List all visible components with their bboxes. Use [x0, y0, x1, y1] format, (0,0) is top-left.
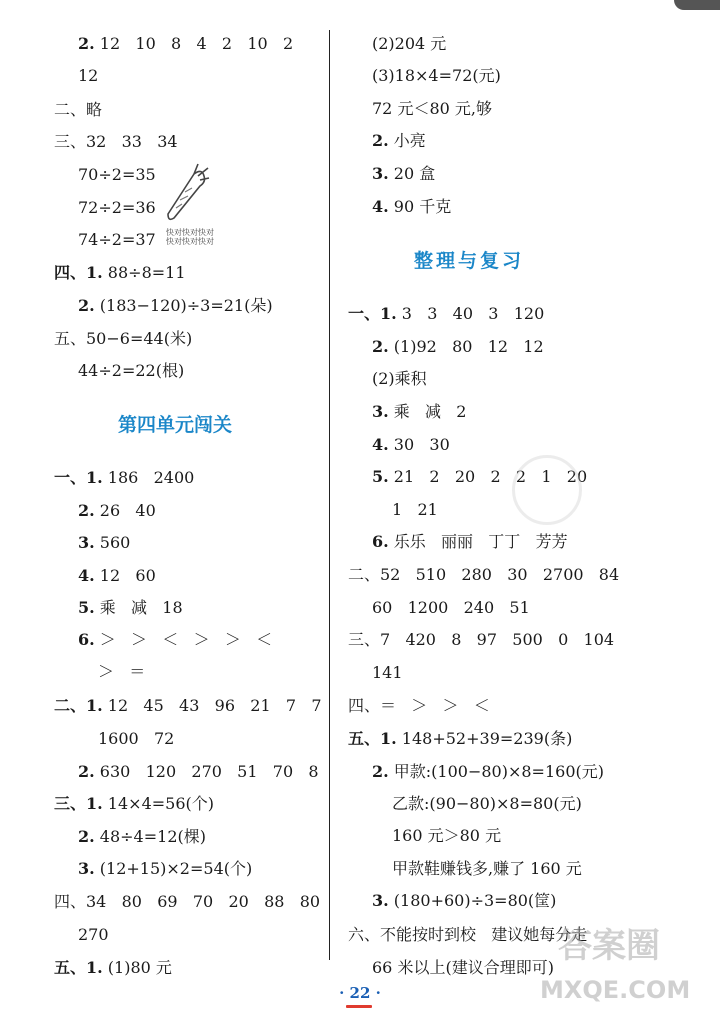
answer-text: (2)204 元	[372, 34, 447, 53]
answer-text: 三、7 420 8 97 500 0 104	[348, 630, 615, 649]
answer-text: 六、不能按时到校 建议她每分走	[348, 925, 588, 944]
answer-text: 二、略	[54, 100, 103, 119]
question-number: 三、1.	[54, 794, 103, 813]
answer-text: 14×4=56(个)	[102, 794, 215, 813]
answer-line	[392, 826, 501, 846]
question-number: 2.	[78, 501, 95, 520]
answer-line	[78, 230, 156, 250]
stamp-line-1: 快对快对快对	[166, 228, 214, 237]
answer-text: (3)18×4=72(元)	[372, 66, 501, 85]
answer-line	[78, 925, 109, 945]
answer-text: 乘 减 2	[388, 402, 467, 421]
answer-line	[54, 794, 214, 814]
question-number: 3.	[78, 533, 95, 552]
question-number: 6.	[78, 630, 95, 649]
answer-line	[78, 566, 156, 586]
answer-text: 二、52 510 280 30 2700 84	[348, 565, 620, 584]
question-number: 2.	[78, 762, 95, 781]
section-title-unit4: 第四单元闯关	[118, 414, 233, 436]
question-number: 2.	[78, 296, 95, 315]
question-number: 4.	[372, 197, 389, 216]
answer-text: 3 3 40 3 120	[396, 304, 545, 323]
answer-text: 甲款:(100−80)×8=160(元)	[388, 762, 604, 781]
question-number: 2.	[78, 34, 95, 53]
answer-line	[348, 630, 614, 650]
answer-line	[348, 729, 572, 749]
answer-text: 66 米以上(建议合理即可)	[372, 958, 554, 977]
answer-text: 21 2 20 2 2 1 20	[388, 467, 588, 486]
answer-line	[78, 34, 293, 54]
answer-line	[372, 435, 450, 455]
answer-line	[348, 925, 587, 945]
answer-text: 270	[78, 925, 109, 944]
answer-line	[54, 958, 172, 978]
answer-text: 26 40	[94, 501, 156, 520]
question-number: 四、1.	[54, 263, 103, 282]
question-number: 3.	[372, 402, 389, 421]
answer-text: 70÷2=35	[78, 165, 156, 184]
answer-line	[78, 361, 184, 381]
answer-text: 12 60	[94, 566, 156, 585]
answer-text: 72 元＜80 元,够	[372, 99, 492, 118]
answer-text: 44÷2=22(根)	[78, 361, 185, 380]
answer-text: 48÷4=12(棵)	[94, 827, 206, 846]
section-title-review: 整理与复习	[414, 250, 525, 272]
answer-text: 72÷2=36	[78, 198, 156, 217]
answer-text: 乙款:(90−80)×8=80(元)	[392, 794, 582, 813]
answer-line	[392, 859, 582, 879]
answer-line	[372, 131, 426, 151]
answer-line	[78, 501, 156, 521]
answer-text: 186 2400	[102, 468, 195, 487]
stamp-caption	[166, 228, 214, 246]
question-number: 3.	[78, 859, 95, 878]
column-divider	[329, 30, 330, 960]
answer-line	[98, 662, 145, 682]
question-number: 五、1.	[348, 729, 397, 748]
answer-text: 560	[94, 533, 131, 552]
answer-text: 三、32 33 34	[54, 132, 178, 151]
answer-line	[54, 468, 194, 488]
answer-line	[372, 164, 435, 184]
answer-text: 1 21	[392, 500, 438, 519]
answer-text: 小亮	[388, 131, 426, 150]
answer-text: (180+60)÷3=80(筐)	[388, 891, 557, 910]
answer-text: (1)92 80 12 12	[388, 337, 544, 356]
answer-line	[348, 696, 490, 716]
question-number: 3.	[372, 891, 389, 910]
answer-line	[78, 296, 273, 316]
answer-text: (183−120)÷3=21(朵)	[94, 296, 273, 315]
question-number: 6.	[372, 532, 389, 551]
watermark-url: MXQE.COM	[540, 976, 691, 1004]
question-number: 二、1.	[54, 696, 103, 715]
answer-text: 12 45 43 96 21 7 7	[102, 696, 322, 715]
answer-text: 五、50−6=44(米)	[54, 329, 193, 348]
answer-line	[54, 329, 192, 349]
answer-line	[372, 532, 568, 552]
answer-text: 12 10 8 4 2 10 2	[94, 34, 294, 53]
answer-text: ＞ ＝	[98, 662, 146, 681]
question-number: 2.	[372, 131, 389, 150]
answer-line	[372, 598, 530, 618]
answer-line	[78, 630, 272, 650]
answer-text: 乘 减 18	[94, 598, 183, 617]
answer-line	[372, 958, 554, 978]
answer-text: 甲款鞋赚钱多,赚了 160 元	[392, 859, 582, 878]
answer-line	[372, 34, 446, 54]
answer-text: 148+52+39=239(条)	[396, 729, 573, 748]
page-number: · 22 ·	[339, 984, 381, 1002]
answer-line	[78, 165, 156, 185]
answer-text: 30 30	[388, 435, 450, 454]
answer-line	[348, 565, 619, 585]
answer-text: 四、34 80 69 70 20 88 80	[54, 892, 321, 911]
answer-text: 四、＝ ＞ ＞ ＜	[348, 696, 490, 715]
question-number: 2.	[78, 827, 95, 846]
answer-text: 1600 72	[98, 729, 175, 748]
answer-text: 乐乐 丽丽 丁丁 芳芳	[388, 532, 568, 551]
watermark-text: 答案圈	[558, 926, 660, 966]
answer-line	[348, 304, 544, 324]
answer-line	[372, 402, 467, 422]
answer-line	[372, 762, 604, 782]
answer-line	[78, 859, 252, 879]
answer-line	[78, 198, 156, 218]
answer-line	[78, 66, 98, 86]
answer-line	[78, 598, 183, 618]
question-number: 一、1.	[54, 468, 103, 487]
answer-text: 20 盒	[388, 164, 436, 183]
answer-line	[78, 533, 130, 553]
answer-line	[372, 369, 427, 389]
answer-text: 141	[372, 663, 403, 682]
answer-line	[54, 696, 322, 716]
answer-line	[54, 892, 320, 912]
answer-line	[78, 827, 206, 847]
answer-text: ＞ ＞ ＜ ＞ ＞ ＜	[94, 630, 273, 649]
answer-line	[372, 891, 556, 911]
answer-line	[372, 663, 403, 683]
question-number: 一、1.	[348, 304, 397, 323]
page-number-underline	[346, 1005, 372, 1008]
question-number: 3.	[372, 164, 389, 183]
stamp-line-2: 快对快对快对	[166, 237, 214, 246]
answer-line	[372, 66, 501, 86]
question-number: 5.	[372, 467, 389, 486]
answer-text: 60 1200 240 51	[372, 598, 530, 617]
answer-text: (12+15)×2=54(个)	[94, 859, 253, 878]
answer-line	[372, 337, 544, 357]
answer-line	[98, 729, 174, 749]
answer-text: 74÷2=37	[78, 230, 156, 249]
answer-line	[372, 99, 492, 119]
answer-text: (2)乘积	[372, 369, 427, 388]
answer-text: 90 千克	[388, 197, 452, 216]
answer-line	[372, 197, 451, 217]
answer-line	[54, 132, 178, 152]
answer-line	[392, 794, 582, 814]
question-number: 2.	[372, 337, 389, 356]
question-number: 5.	[78, 598, 95, 617]
corner-mark	[674, 0, 720, 10]
answer-text: 160 元＞80 元	[392, 826, 502, 845]
answer-line	[54, 263, 186, 283]
question-number: 4.	[372, 435, 389, 454]
answer-text: 12	[78, 66, 99, 85]
question-number: 4.	[78, 566, 95, 585]
answer-text: (1)80 元	[102, 958, 172, 977]
answer-line	[392, 500, 438, 520]
carrot-stamp-icon	[158, 160, 210, 222]
question-number: 2.	[372, 762, 389, 781]
answer-text: 88÷8=11	[102, 263, 186, 282]
question-number: 五、1.	[54, 958, 103, 977]
answer-text: 630 120 270 51 70 8	[94, 762, 319, 781]
answer-line	[54, 100, 102, 120]
watermark-circle	[512, 455, 582, 525]
answer-line	[78, 762, 319, 782]
